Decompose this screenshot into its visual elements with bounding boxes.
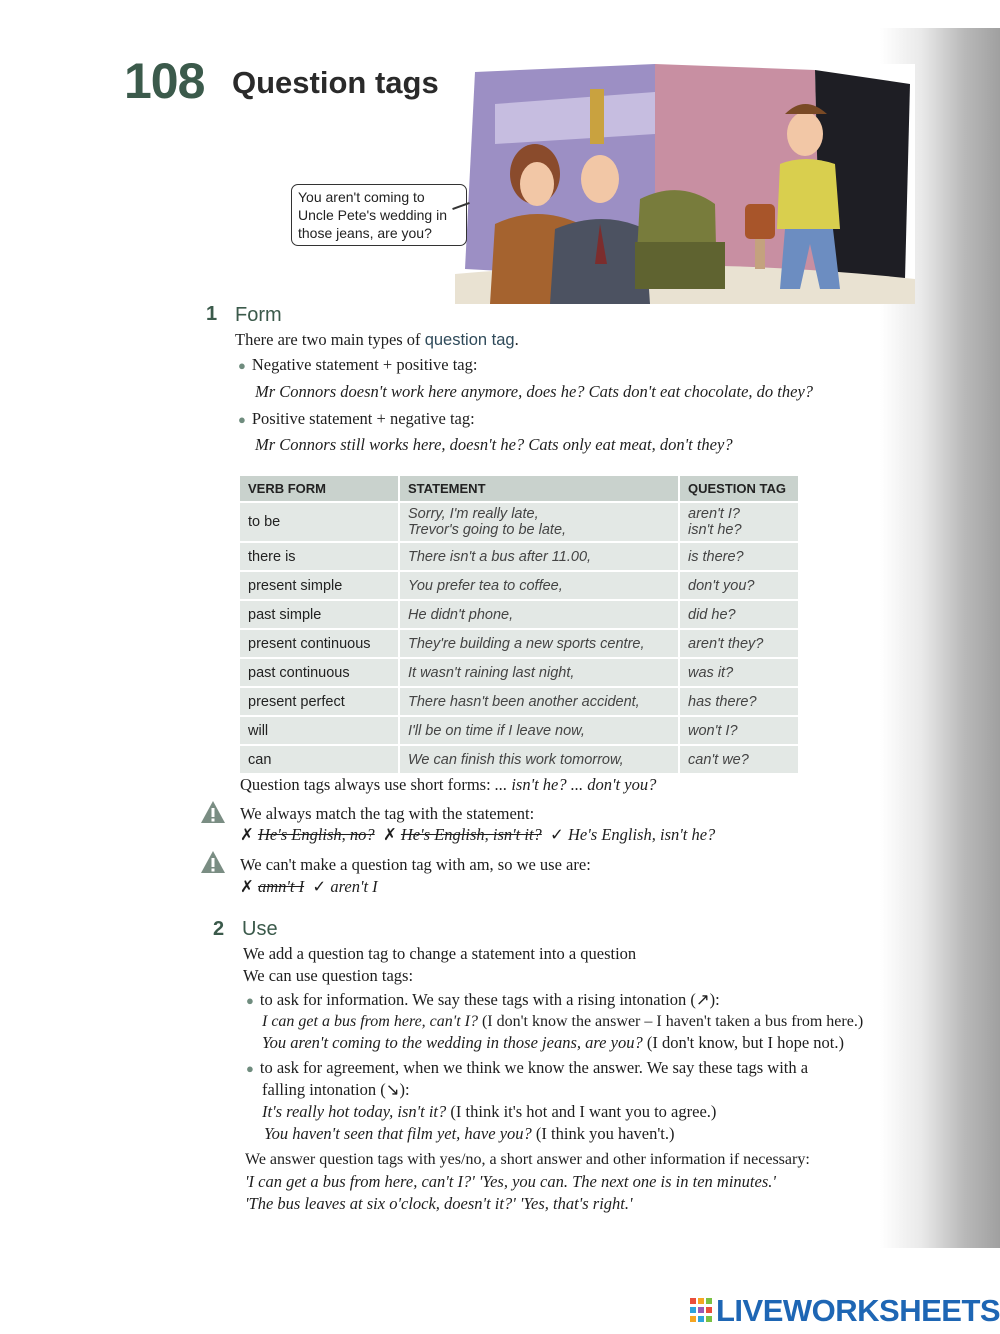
answer-example-1: 'I can get a bus from here, can't I?' 'Yes, you can. The next one is in ten minutes.' [245,1172,776,1191]
bullet-icon: ● [246,1061,254,1076]
bullet-text: to ask for agreement, when we think we know the answer. We say these tags with a [259,1058,809,1077]
question-tag-cell: won't I? [680,717,798,744]
header-question-tag: QUESTION TAG [680,476,798,501]
am-examples [240,877,378,897]
cross-icon: ✗ [240,825,254,844]
short-forms-note [240,775,656,795]
example-note: (I think it's hot and I want you to agree.) [446,1102,717,1121]
table-row [240,630,798,657]
question-tag-cell: don't you? [680,572,798,599]
verb-form-cell: there is [240,543,398,570]
answer-example-2: 'The bus leaves at six o'clock, doesn't it?' 'Yes, that's right.' [245,1194,633,1213]
cross-icon: ✗ [382,825,397,844]
wrong-example: amn't I [257,877,305,896]
table-row [240,572,798,599]
agreement-example-2 [264,1124,675,1144]
verb-form-table [238,474,800,775]
use-bullet-agreement-cont: falling intonation (↘): [262,1080,410,1099]
liveworksheets-logo-icon [690,1298,712,1322]
table-row [240,659,798,686]
section-title-form: Form [235,304,282,326]
table-row [240,688,798,715]
use-intro-2: We can use question tags: [243,966,414,985]
question-tag-cell: aren't they? [680,630,798,657]
positive-statement-rule [238,409,475,430]
information-example-1 [262,1012,863,1032]
statement-cell: You prefer tea to coffee, [400,572,678,599]
statement-cell [400,503,678,541]
statement-cell: There hasn't been another accident, [400,688,678,715]
statement-cell: They're building a new sports centre, [400,630,678,657]
example-note: (I don't know, but I hope not.) [642,1033,844,1052]
form-intro [235,330,519,350]
form-intro-end: . [514,330,519,349]
am-rule: We can't make a question tag with am, so we use are: [240,855,591,874]
tick-icon: ✓ [312,877,327,896]
positive-statement-example: Mr Connors still works here, doesn't he? Cats only eat meat, don't they? [255,435,733,454]
negative-statement-rule [238,355,477,376]
wrong-example: He's English, no? [257,825,375,844]
cartoon-illustration [455,64,915,304]
bullet-icon: ● [238,358,246,373]
table-row [240,746,798,773]
tag-line: isn't he? [688,522,742,538]
verb-form-cell: past continuous [240,659,398,686]
header-verb-form: VERB FORM [240,476,398,501]
positive-rule-label: Positive statement + negative tag: [251,409,475,428]
example-sentence: You aren't coming to the wedding in those jeans, are you? [262,1033,643,1052]
match-examples [240,825,715,845]
question-tag-cell: was it? [680,659,798,686]
example-sentence: You haven't seen that film yet, have you? [264,1124,532,1143]
section-title-use: Use [242,918,278,940]
header-statement: STATEMENT [400,476,678,501]
correct-example: He's English, isn't he? [568,825,716,844]
question-tag-cell: did he? [680,601,798,628]
glossary-term: question tag [424,331,515,349]
verb-form-cell: can [240,746,398,773]
match-rule: We always match the tag with the statement: [240,804,535,823]
bullet-icon: ● [238,412,246,427]
verb-form-cell: present perfect [240,688,398,715]
use-bullet-agreement [246,1058,808,1079]
verb-form-cell: present continuous [240,630,398,657]
statement-cell: We can finish this work tomorrow, [400,746,678,773]
table-row [240,543,798,570]
correct-example: aren't I [330,877,378,896]
example-sentence: It's really hot today, isn't it? [262,1102,447,1121]
section-number-use: 2 [213,918,225,940]
question-tag-cell: is there? [680,543,798,570]
question-tag-cell: has there? [680,688,798,715]
example-sentence: I can get a bus from here, can't I? [262,1013,478,1030]
statement-cell: It wasn't raining last night, [400,659,678,686]
verb-form-cell: present simple [240,572,398,599]
example-note: (I don't know the answer – I haven't taken a bus from here.) [477,1013,864,1030]
unit-number: 108 [124,53,205,109]
answer-rule: We answer question tags with yes/no, a short answer and other information if necessary: [245,1151,810,1168]
cross-icon: ✗ [240,877,254,896]
bullet-icon: ● [246,993,254,1008]
use-bullet-information [246,990,720,1011]
table-header-row [240,476,798,501]
form-intro-text: There are two main types of [235,330,425,349]
example-note: (I think you haven't.) [531,1124,675,1143]
tick-icon: ✓ [550,825,564,844]
liveworksheets-brand[interactable]: LIVEWORKSHEETS [716,1293,1000,1328]
bullet-text: to ask for information. We say these tags with a rising intonation (↗): [259,990,720,1009]
verb-form-cell: will [240,717,398,744]
statement-cell: There isn't a bus after 11.00, [400,543,678,570]
negative-statement-example: Mr Connors doesn't work here anymore, does he? Cats don't eat chocolate, do they? [255,382,814,401]
unit-title: Question tags [232,65,439,100]
statement-cell: He didn't phone, [400,601,678,628]
table-row [240,503,798,541]
question-tag-cell [680,503,798,541]
short-forms-examples: ... isn't he? ... don't you? [494,775,657,794]
warning-icon [200,800,226,824]
table-row [240,601,798,628]
speech-bubble: You aren't coming to Uncle Pete's wedding in those jeans, are you? [291,184,467,246]
use-intro-1: We add a question tag to change a statement into a question [243,944,637,963]
tag-line: aren't I? [688,506,740,522]
wrong-example: He's English, isn't it? [400,825,542,844]
statement-line: Trevor's going to be late, [408,522,567,538]
statement-cell: I'll be on time if I leave now, [400,717,678,744]
verb-form-cell: past simple [240,601,398,628]
statement-line: Sorry, I'm really late, [408,506,539,522]
warning-icon [200,850,226,874]
verb-form-cell: to be [240,503,398,541]
question-tag-cell: can't we? [680,746,798,773]
table-row [240,717,798,744]
section-number-form: 1 [206,303,218,325]
agreement-example-1 [262,1102,716,1122]
short-forms-text: Question tags always use short forms: [240,775,495,794]
information-example-2 [262,1033,844,1053]
negative-rule-label: Negative statement + positive tag: [251,355,478,374]
